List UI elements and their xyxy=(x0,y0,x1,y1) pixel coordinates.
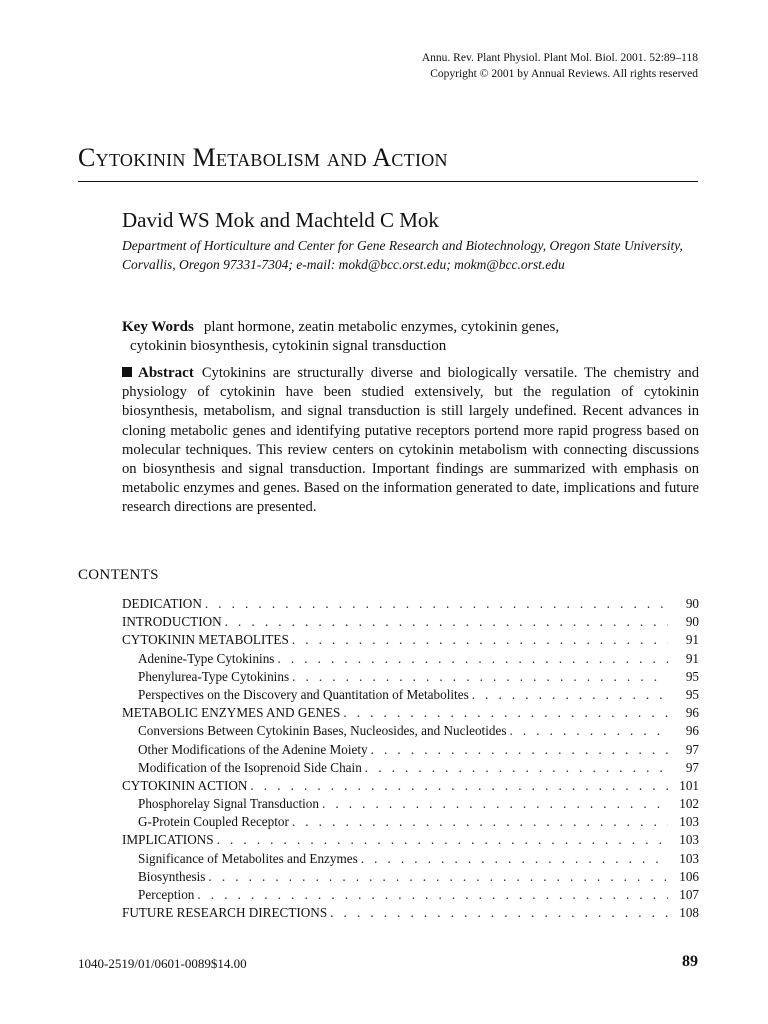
article-title xyxy=(78,143,448,173)
title-rule xyxy=(78,181,698,182)
toc-entry-title: INTRODUCTION xyxy=(122,614,222,630)
toc-entry xyxy=(122,814,699,832)
toc-leader-dots xyxy=(330,905,668,921)
footer-price-code: 1040-2519/01/0601-0089$14.00 xyxy=(78,956,247,971)
title-small-caps: ytokinin xyxy=(95,143,186,172)
title-small-caps: etabolism and xyxy=(215,143,367,172)
title-small-caps: ction xyxy=(391,143,448,172)
toc-entry-title: Adenine-Type Cytokinins xyxy=(138,650,275,666)
toc-entry xyxy=(122,832,699,850)
toc-entry-title: IMPLICATIONS xyxy=(122,832,214,848)
toc-leader-dots xyxy=(225,614,668,630)
journal-line: Annu. Rev. Plant Physiol. Plant Mol. Biol. 2001. 52:89–118 xyxy=(421,52,698,64)
toc-entry xyxy=(122,596,699,614)
toc-entry xyxy=(122,669,699,687)
toc-entry xyxy=(122,760,699,778)
affiliation: Department of Horticulture and Center for Gene Research and Biotechnology, Oregon State University, Corvallis, Oregon 97331-7304; e-mail: mokd@bcc.orst.edu; mokm@bcc.orst.edu xyxy=(122,238,683,272)
toc-entry-page: 97 xyxy=(685,741,699,757)
toc-leader-dots xyxy=(361,851,668,867)
toc-entry-title: CYTOKININ METABOLITES xyxy=(122,632,289,648)
toc-entry-page: 108 xyxy=(679,905,699,921)
toc-entry-page: 90 xyxy=(685,596,699,611)
toc-entry xyxy=(122,742,699,760)
toc-entry-title: CYTOKININ ACTION xyxy=(122,777,248,793)
toc-entry-page: 103 xyxy=(679,850,699,866)
toc-leader-dots xyxy=(292,632,668,648)
toc-entry xyxy=(122,796,699,814)
toc-leader-dots xyxy=(509,723,668,739)
toc-leader-dots xyxy=(277,651,668,667)
toc-entry xyxy=(122,851,699,869)
toc-leader-dots xyxy=(292,814,668,830)
toc-entry-page: 107 xyxy=(679,887,699,902)
toc-entry xyxy=(122,632,699,650)
toc-entry-page: 96 xyxy=(685,723,699,739)
toc-entry-title: Conversions Between Cytokinin Bases, Nucleosides, and Nucleotides xyxy=(138,723,507,739)
toc-entry-page: 95 xyxy=(685,686,699,702)
toc-entry xyxy=(122,705,699,723)
toc-entry-title: Phenylurea-Type Cytokinins xyxy=(138,668,290,684)
abstract-label: Abstract xyxy=(138,365,194,381)
keywords-line-2: cytokinin biosynthesis, cytokinin signal transduction xyxy=(130,338,447,354)
title-cap: A xyxy=(366,143,392,172)
toc-entry-title: Modification of the Isoprenoid Side Chain xyxy=(138,759,362,775)
toc-leader-dots xyxy=(205,596,668,612)
square-bullet-icon xyxy=(122,367,132,377)
toc-entry xyxy=(122,614,699,632)
toc-entry-title: METABOLIC ENZYMES AND GENES xyxy=(122,705,341,721)
abstract-text: Cytokinins are structurally diverse and biologically versatile. The chemistry and physiology of cytokinin have been studied extensively, but the regulation of cytokinin biosynthesis, metabolism, and signal transduction is still largely undefined. Recent advances in cloning metabolic genes and identifying putative receptors portend more rapid progress based on molecular techniques. This review centers on cytokinin metabolism with connecting discussions on biosynthesis and signal transduction. Important findings are summarized with emphasis on metabolic enzymes and genes. Based on the information generated to date, implications and future research directions are presented. xyxy=(122,365,699,516)
toc-entry xyxy=(122,651,699,669)
toc-entry-page: 103 xyxy=(679,814,699,830)
toc-entry-page: 102 xyxy=(679,796,699,812)
toc-entry-page: 97 xyxy=(685,759,699,775)
toc-entry-title: FUTURE RESEARCH DIRECTIONS xyxy=(122,905,328,921)
copyright-line: Copyright © 2001 by Annual Reviews. All rights reserved xyxy=(430,68,698,80)
toc-leader-dots xyxy=(322,796,668,812)
toc-entry-page: 106 xyxy=(679,868,699,884)
toc-leader-dots xyxy=(343,705,668,721)
abstract-block xyxy=(122,364,699,518)
toc-entry-title: DEDICATION xyxy=(122,596,202,611)
authors: David WS Mok and Machteld C Mok xyxy=(122,208,439,232)
toc-entry-title: G-Protein Coupled Receptor xyxy=(138,814,289,830)
toc-leader-dots xyxy=(371,742,668,758)
toc-leader-dots xyxy=(208,869,668,885)
toc-entry-page: 103 xyxy=(679,832,699,848)
toc-leader-dots xyxy=(472,687,668,703)
toc-entry-title: Perception xyxy=(138,887,195,902)
toc-entry xyxy=(122,869,699,887)
toc-leader-dots xyxy=(292,669,668,685)
toc-entry-title: Significance of Metabolites and Enzymes xyxy=(138,850,358,866)
toc-leader-dots xyxy=(217,832,668,848)
journal-citation xyxy=(422,50,698,82)
toc-entry-page: 91 xyxy=(685,632,699,648)
toc-entry xyxy=(122,887,699,905)
toc-leader-dots xyxy=(250,778,668,794)
toc-entry xyxy=(122,905,699,923)
toc-entry-page: 95 xyxy=(685,668,699,684)
toc-entry xyxy=(122,687,699,705)
table-of-contents xyxy=(122,596,699,923)
title-cap: M xyxy=(185,143,216,172)
toc-entry-title: Perspectives on the Discovery and Quantitation of Metabolites xyxy=(138,686,469,702)
toc-entry-page: 96 xyxy=(685,705,699,721)
toc-entry-title: Biosynthesis xyxy=(138,868,206,884)
toc-entry xyxy=(122,723,699,741)
toc-entry-title: Phosphorelay Signal Transduction xyxy=(138,796,319,812)
toc-leader-dots xyxy=(365,760,668,776)
toc-entry-title: Other Modifications of the Adenine Moiety xyxy=(138,741,368,757)
contents-heading: CONTENTS xyxy=(78,567,159,583)
keywords-block xyxy=(122,318,702,356)
keywords-label: Key Words xyxy=(122,319,194,335)
page-number: 89 xyxy=(682,953,698,970)
toc-entry-page: 101 xyxy=(679,777,699,793)
toc-entry-page: 91 xyxy=(685,650,699,666)
toc-entry xyxy=(122,778,699,796)
toc-entry-page: 90 xyxy=(685,614,699,630)
title-cap: C xyxy=(78,143,96,172)
keywords-line-1: plant hormone, zeatin metabolic enzymes, cytokinin genes, xyxy=(203,319,560,335)
toc-leader-dots xyxy=(197,887,668,903)
